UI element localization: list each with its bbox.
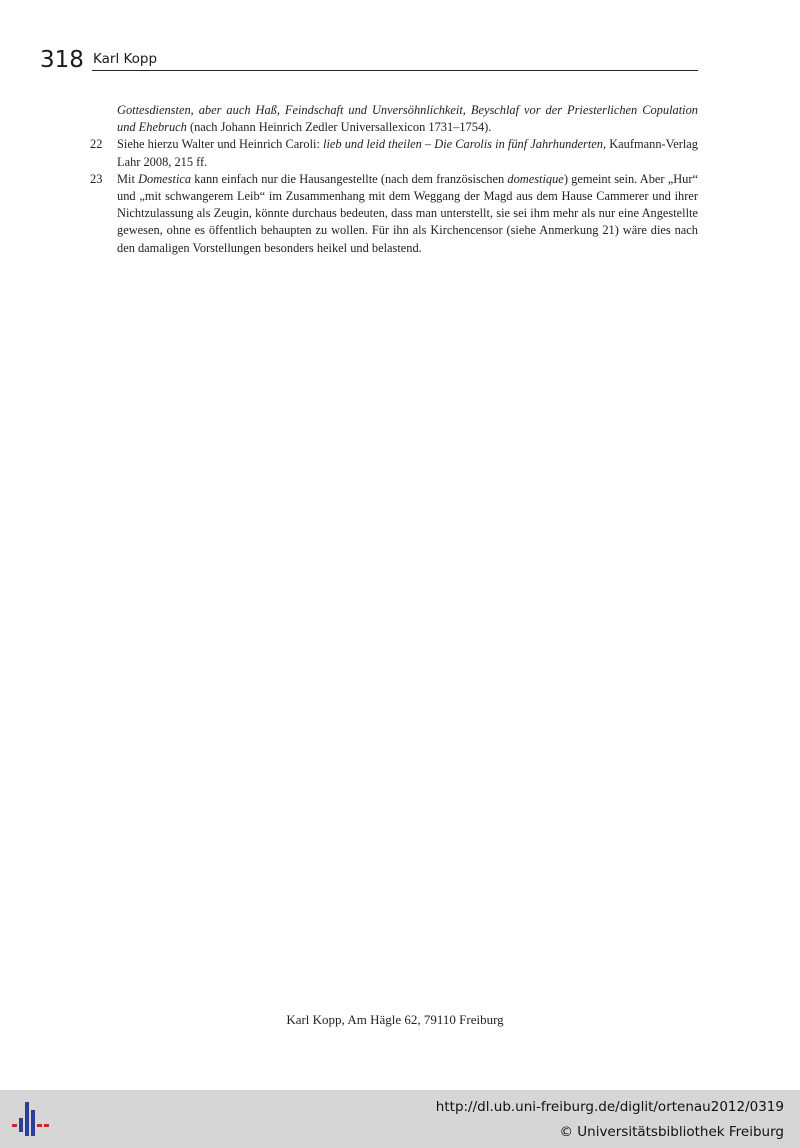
footnote-22-text-after: Kaufmann-Verlag Lahr 2008, 215 ff.: [117, 137, 698, 169]
footnote-22-text-before: Siehe hierzu Walter und Heinrich Caroli:: [117, 137, 324, 152]
footnote-number-22: 22: [90, 137, 103, 152]
ub-freiburg-logo-icon: [10, 1100, 50, 1140]
footnote-22: [88, 136, 698, 170]
footnote-23-i2: domestique: [507, 171, 564, 186]
copyright-notice: © Universitätsbibliothek Freiburg: [559, 1124, 784, 1140]
footnote-number-23: 23: [90, 171, 103, 186]
footnotes: [88, 102, 698, 257]
footnote-23-t3: ) gemeint sein. Aber „Hur“ und „mit schwangerem Leib“ im Zusammenhang mit dem Weggang der Magd aus dem Hause Cammerer und ihrer Nichtzulassung als Zeugin, könnte durchaus bedeuten, dass man unterstellt, sie sei ihm mehr als nur eine Angestellte gewesen, ohne es öffentlich behaupten zu wollen. Für ihn als Kirchencensor (siehe Anmerkung 21) wäre dies nach den damaligen Vorstellungen besonders heikel und belastend.: [117, 171, 699, 255]
footnote-23-t1: Mit: [117, 171, 139, 186]
author-address: Karl Kopp, Am Hägle 62, 79110 Freiburg: [286, 1012, 504, 1027]
footnote-22-book-title: lieb und leid theilen – Die Carolis in fünf Jahrhunderten,: [323, 137, 607, 152]
source-url: http://dl.ub.uni-freiburg.de/diglit/ortenau2012/0319: [435, 1099, 784, 1115]
footnote-23: [88, 171, 698, 257]
footnote-23-t2: kann einfach nur die Hausangestellte (nach dem französischen: [191, 171, 508, 186]
footnote-continued-roman: (nach Johann Heinrich Zedler Universallexicon 1731–1754).: [186, 120, 492, 135]
header-rule: [92, 70, 698, 71]
footnote-23-i1: Domestica: [138, 171, 192, 186]
page-number: 318: [40, 47, 84, 73]
running-head: Karl Kopp: [93, 51, 158, 67]
footer-bar: [0, 1090, 800, 1148]
footnote-continued-italic: Gottesdiensten, aber auch Haß, Feindschaft und Unversöhnlichkeit, Beyschlaf vor der Priesterlichen Copulation und Ehebruch: [117, 103, 698, 135]
footnote-continued: [88, 102, 698, 136]
